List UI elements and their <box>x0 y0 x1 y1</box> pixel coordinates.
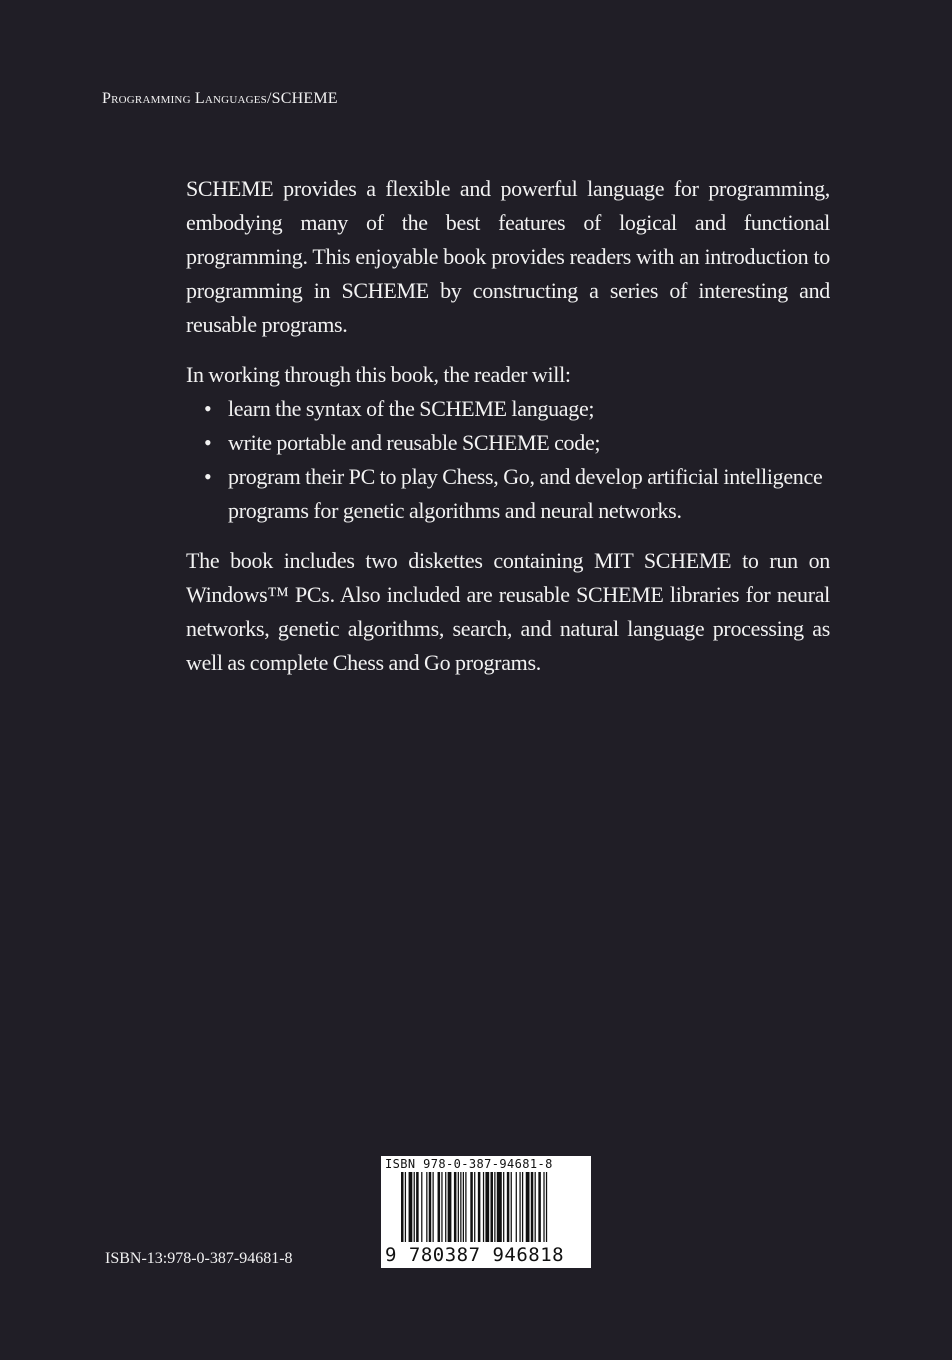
barcode-bar <box>503 1172 504 1242</box>
barcode-bar <box>409 1172 413 1242</box>
barcode-bar <box>401 1172 404 1242</box>
barcode-bar <box>516 1172 517 1242</box>
barcode-bar <box>463 1172 464 1242</box>
barcode-digits: 9 780387 946818 <box>385 1244 565 1266</box>
barcode <box>381 1156 591 1268</box>
list-item <box>186 426 830 460</box>
barcode-bar <box>543 1172 544 1242</box>
bullet-icon: • <box>204 464 212 489</box>
barcode-bar <box>526 1172 530 1242</box>
barcode-bar <box>441 1172 442 1242</box>
barcode-bar <box>522 1172 523 1242</box>
barcode-bar <box>474 1172 475 1242</box>
barcode-bar <box>519 1172 520 1242</box>
barcode-bar <box>416 1172 419 1242</box>
barcode-bar <box>531 1172 534 1242</box>
barcode-bar <box>511 1172 512 1242</box>
bullet-icon: • <box>204 396 212 421</box>
barcode-bar <box>465 1172 466 1242</box>
barcode-bar <box>490 1172 493 1242</box>
intro-paragraph: SCHEME provides a flexible and powerful language for programming, embodying many of the best features of logical and functional programming. This enjoyable book provides readers with an introduction to programming in SCHEME by constructing a series of interesting and reusable programs. <box>186 176 830 337</box>
barcode-bar <box>405 1172 406 1242</box>
list-item <box>186 392 830 426</box>
list-item-text: learn the syntax of the SCHEME language; <box>228 396 595 421</box>
barcode-bar <box>494 1172 495 1242</box>
feature-list <box>186 392 830 528</box>
list-item <box>186 460 830 528</box>
barcode-bar <box>458 1172 459 1242</box>
barcode-bar <box>546 1172 547 1242</box>
list-item-text: write portable and reusable SCHEME code; <box>228 430 601 455</box>
barcode-bar <box>445 1172 446 1242</box>
category-label: Programming Languages/SCHEME <box>102 90 338 107</box>
barcode-bar <box>454 1172 457 1242</box>
barcode-bar <box>426 1172 427 1242</box>
barcode-isbn-header: ISBN 978-0-387-94681-8 <box>385 1157 553 1171</box>
barcode-bar <box>483 1172 484 1242</box>
back-cover-blurb <box>186 172 830 696</box>
barcode-bar <box>460 1172 461 1242</box>
barcode-bar <box>535 1172 536 1242</box>
barcode-bar <box>438 1172 441 1242</box>
barcode-bar <box>421 1172 422 1242</box>
barcode-bar <box>507 1172 510 1242</box>
barcode-bar <box>538 1172 541 1242</box>
isbn-label: ISBN-13:978-0-387-94681-8 <box>105 1250 293 1267</box>
list-item-text: program their PC to play Chess, Go, and develop artificial intelligence programs for genetic algorithms and neural networks. <box>228 464 823 523</box>
barcode-bar <box>470 1172 473 1242</box>
barcode-bar <box>429 1172 432 1242</box>
barcode-bar <box>448 1172 452 1242</box>
lead-in-text: In working through this book, the reader will: <box>186 362 571 387</box>
bullet-icon: • <box>204 430 212 455</box>
barcode-bar <box>485 1172 489 1242</box>
barcode-bar <box>414 1172 415 1242</box>
barcode-bar <box>433 1172 434 1242</box>
contents-paragraph: The book includes two diskettes containing MIT SCHEME to run on Windows™ PCs. Also included are reusable SCHEME libraries for neural networks, genetic algorithms, search, and natural language processing as well as complete Chess and Go programs. <box>186 548 830 675</box>
barcode-bar <box>478 1172 481 1242</box>
barcode-bar <box>497 1172 502 1242</box>
